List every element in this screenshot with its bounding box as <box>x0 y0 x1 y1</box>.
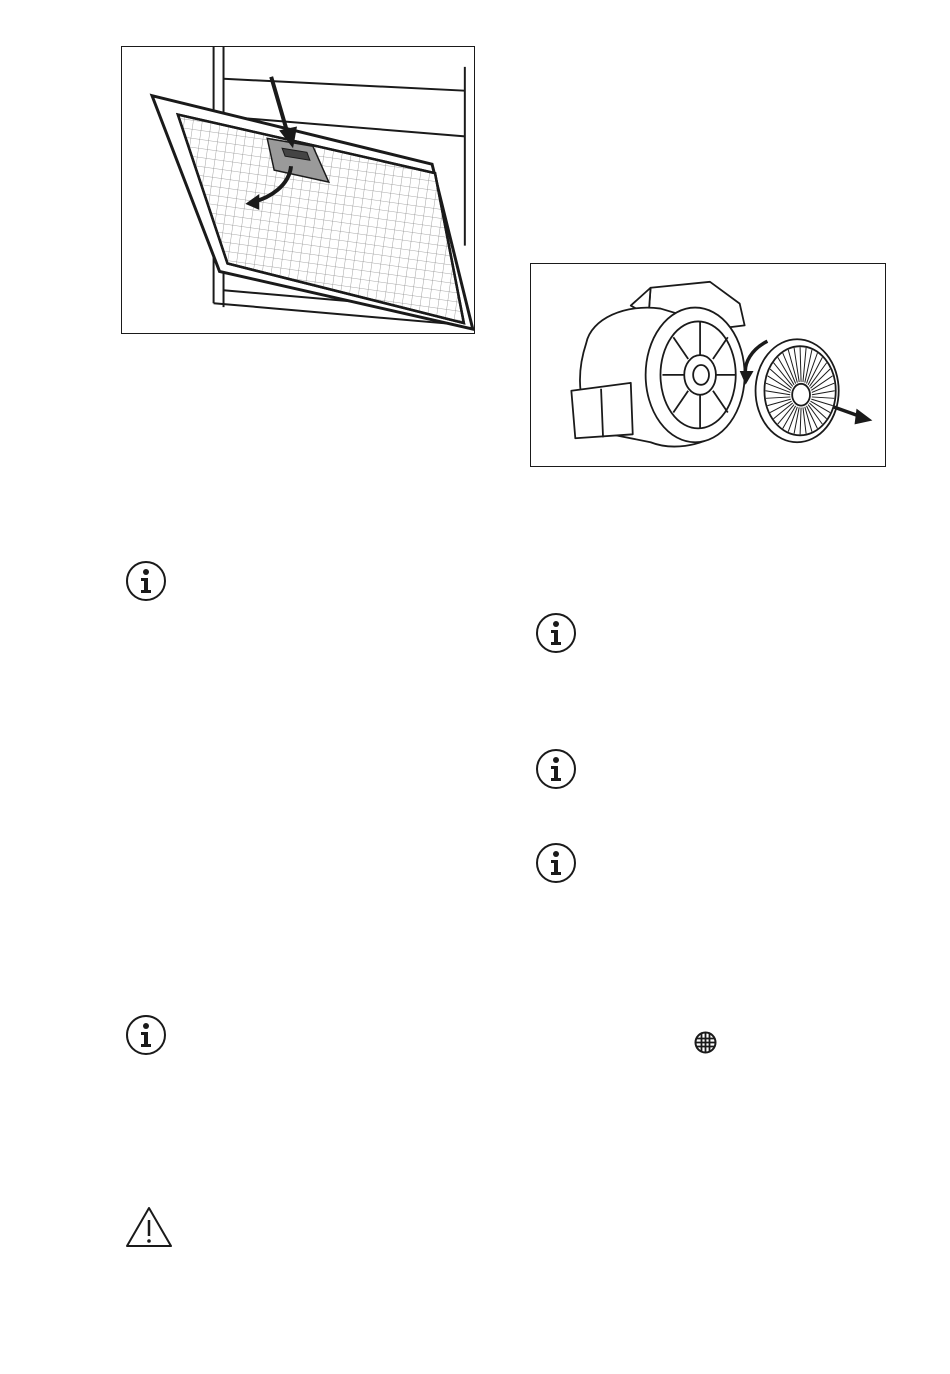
grease-filter-illustration <box>122 47 474 333</box>
info-icon <box>535 748 577 790</box>
info-icon <box>535 612 577 654</box>
charcoal-filter-figure <box>530 263 886 467</box>
filter-frame <box>122 47 474 333</box>
charcoal-filter-illustration <box>531 264 885 466</box>
info-icon <box>125 560 167 602</box>
grease-filter-figure <box>121 46 475 334</box>
grid-filter-symbol-icon <box>694 1031 717 1054</box>
info-icon <box>535 842 577 884</box>
warning-icon <box>124 1205 174 1249</box>
info-icon <box>125 1014 167 1056</box>
